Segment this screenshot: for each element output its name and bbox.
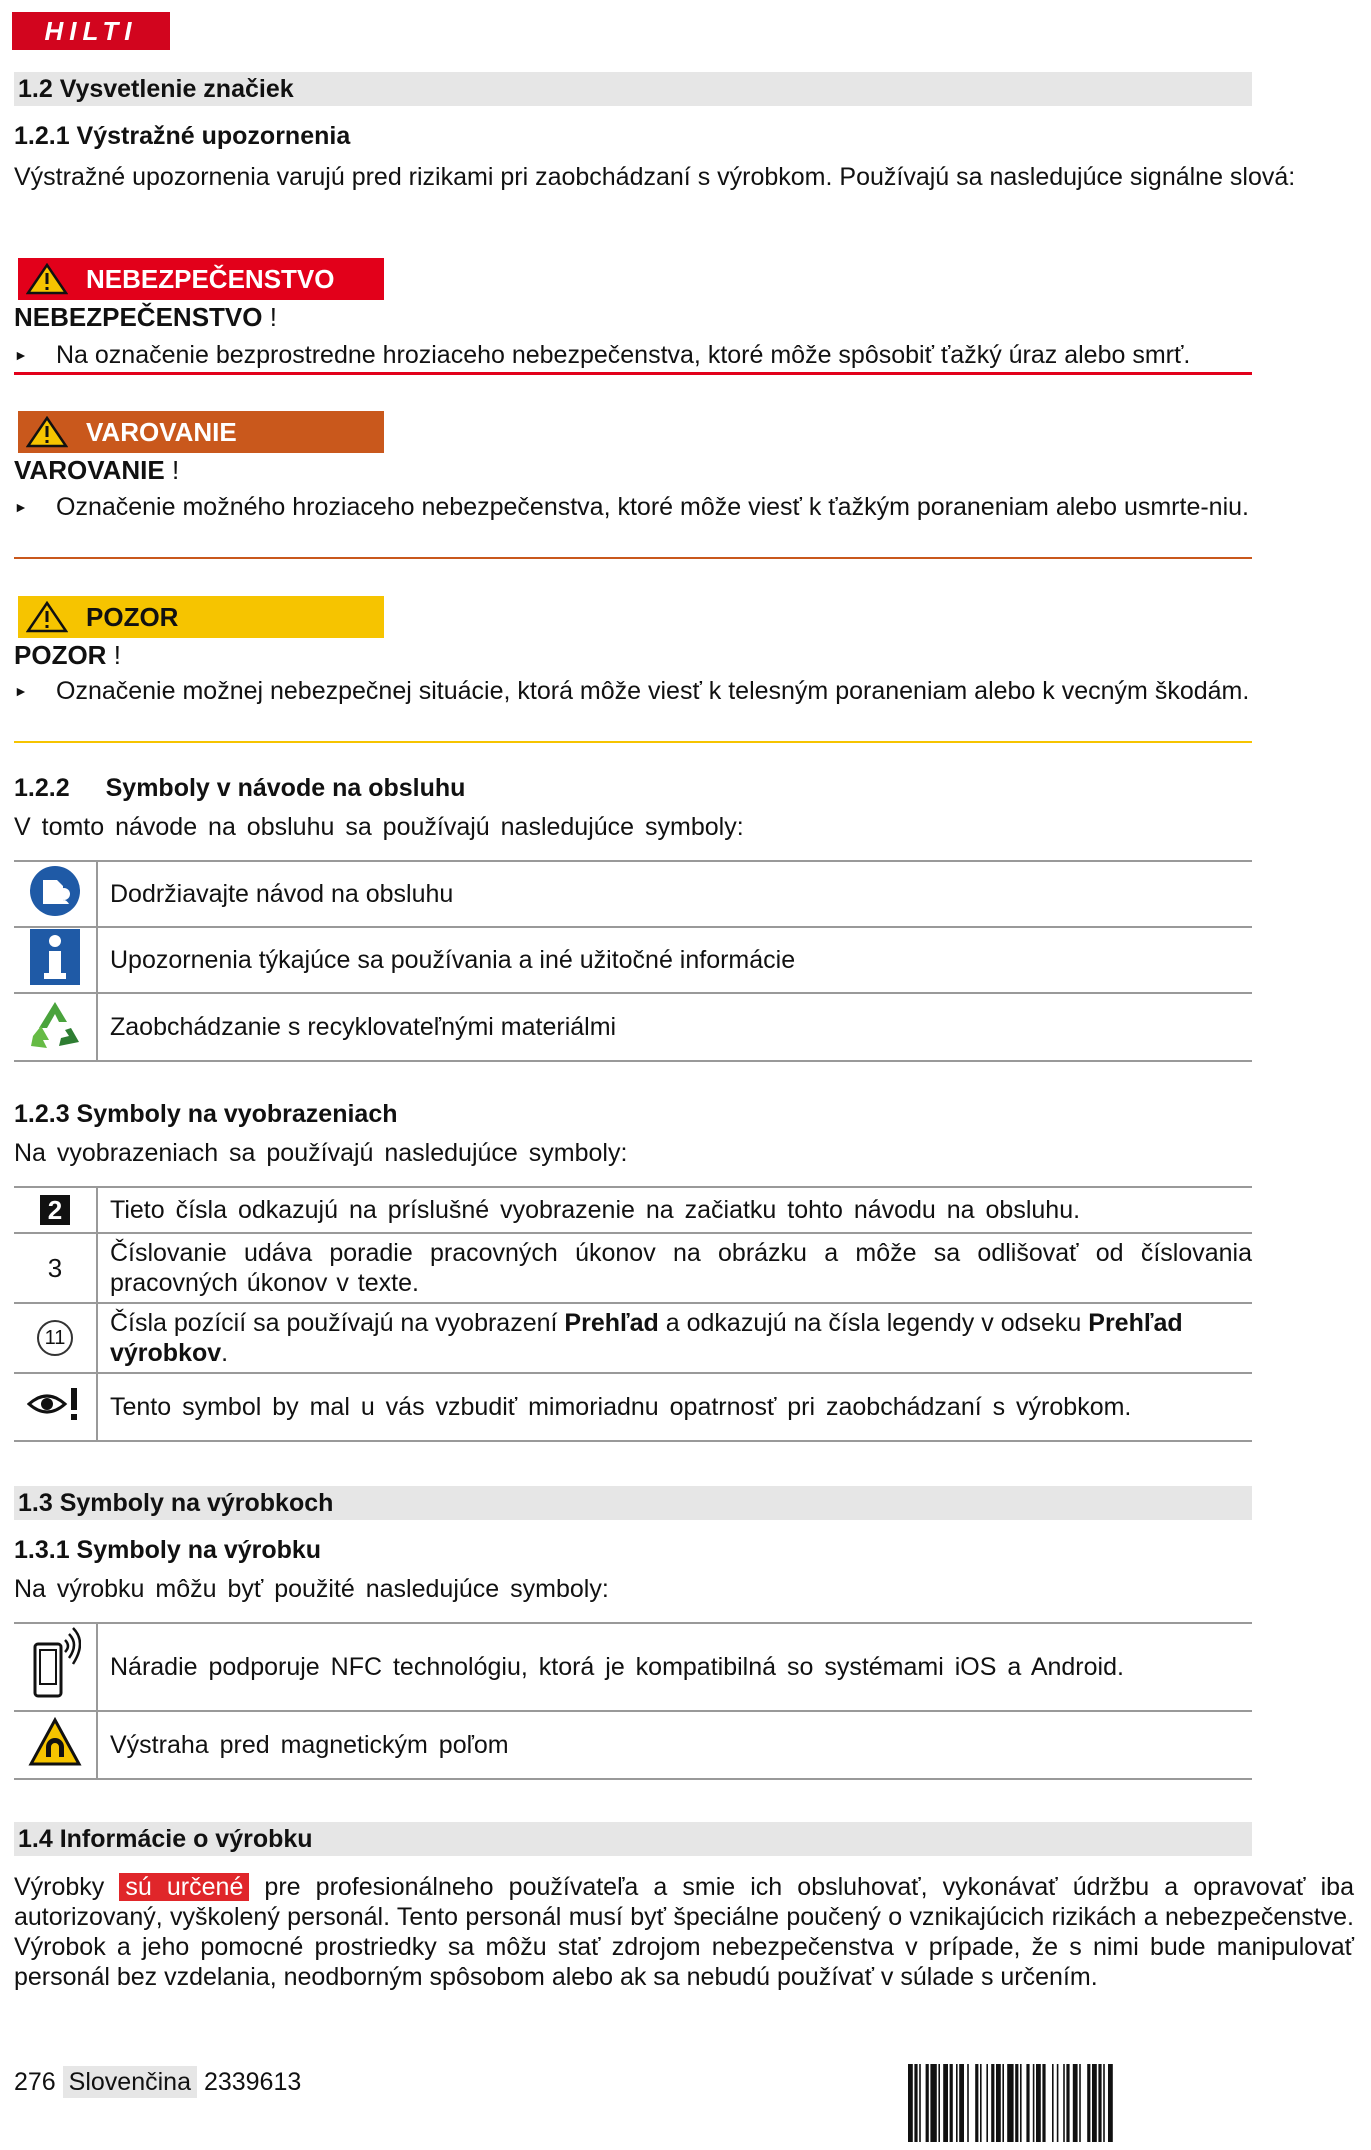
manual-icon — [28, 864, 82, 918]
danger-label-text: NEBEZPEČENSTVO — [86, 263, 335, 294]
section-1-2-title: 1.2 Vysvetlenie značiek — [14, 72, 1252, 106]
barcode-bar — [1092, 2064, 1097, 2142]
barcode-bar — [1036, 2064, 1041, 2142]
symbol-cell — [14, 993, 97, 1061]
barcode-bar — [1066, 2064, 1069, 2142]
barcode-bar — [1103, 2064, 1105, 2142]
section-1-4-text: Výrobky sú určené pre profesionálneho používateľa a smie ich obsluhovať, vykonávať údržbu a opravovať iba autorizovaný, vyškolený personál. Tento personál musí byť špeciálne poučený o vznikajúcich rizikách a nebezpečenstve. Výrobok a jeho pomocné prostriedky sa môžu stať zdrojom nebezpečenstva v prípade, že s nimi bude manipulovať personál bez vzdelania, neodborným spôsobom alebo ak sa nebudú používať v súlade s určením. — [14, 1873, 1354, 1991]
hilti-logo: HILTI — [12, 12, 170, 50]
danger-word: NEBEZPEČENSTVO ! — [14, 302, 277, 332]
barcode-bar — [919, 2064, 921, 2142]
section-1-2-1-title: 1.2.1 Výstražné upozornenia — [14, 122, 351, 150]
figure-number-icon: 2 — [40, 1195, 70, 1225]
barcode-bar — [914, 2064, 917, 2142]
danger-description: ► Na označenie bezprostredne hroziaceho nebezpečenstva, ktoré môže spôsobiť ťažký úraz alebo smrť. — [14, 341, 1191, 369]
figure-symbols-table — [14, 1186, 1252, 1442]
table-row — [14, 1373, 1252, 1441]
info-icon — [30, 929, 80, 985]
table-row — [14, 927, 1252, 993]
barcode-bar — [1002, 2064, 1004, 2142]
manual-symbol-text: Dodržiavajte návod na obsluhu — [97, 861, 1252, 927]
barcode-bar — [1020, 2064, 1022, 2142]
barcode-image — [908, 2064, 1248, 2142]
symbol-cell — [14, 861, 97, 927]
caution-divider — [14, 741, 1252, 743]
symbol-cell — [14, 1303, 97, 1373]
barcode-bar — [980, 2064, 982, 2142]
product-symbols-table — [14, 1622, 1252, 1780]
barcode-bar — [1098, 2064, 1101, 2142]
barcode-bar — [930, 2064, 936, 2142]
step-number-text: Číslovanie udáva poradie pracovných úkonov na obrázku a môže sa odlišovať od číslovania pracovných úkonov v texte. — [97, 1233, 1252, 1303]
recycle-symbol-text: Zaobchádzanie s recyklovateľnými materiálmi — [97, 993, 1252, 1061]
bullet-arrow-icon: ► — [14, 499, 28, 515]
page-footer — [14, 2068, 301, 2097]
table-row — [14, 1303, 1252, 1373]
step-number-glyph: 3 — [47, 1252, 63, 1283]
warning-description: ► Označenie možného hroziaceho nebezpečenstva, ktoré môže viesť k ťažkým poraneniam alebo usmrte-niu. — [14, 493, 1249, 521]
barcode-bar — [1073, 2064, 1078, 2142]
barcode-bar — [1052, 2064, 1054, 2142]
barcode-bar — [908, 2064, 913, 2142]
page-number: 276 — [14, 2068, 56, 2096]
section-1-3-1-title: 1.3.1 Symboly na výrobku — [14, 1536, 322, 1564]
footer-language: Slovenčina — [63, 2066, 197, 2098]
warning-triangle-icon — [26, 263, 68, 295]
barcode-bar — [1087, 2064, 1090, 2142]
danger-signal-label — [18, 258, 384, 300]
barcode-bar — [956, 2064, 958, 2142]
position-number-text: Čísla pozícií sa používajú na vyobrazení Prehľad a odkazujú na čísla legendy v odseku Prehľad výrobkov. — [97, 1303, 1252, 1373]
section-1-2-2-title: 1.2.2 Symboly v návode na obsluhu — [14, 774, 466, 802]
barcode-bar — [926, 2064, 929, 2142]
barcode-bar — [986, 2064, 988, 2142]
section-1-4-title: 1.4 Informácie o výrobku — [14, 1822, 1252, 1856]
barcode-bar — [938, 2064, 940, 2142]
section-1-3-title: 1.3 Symboly na výrobkoch — [14, 1486, 1252, 1520]
barcode-bar — [1108, 2064, 1113, 2142]
caution-label-text: POZOR — [86, 601, 179, 632]
eye-attention-icon — [27, 1386, 83, 1422]
barcode-bar — [1015, 2064, 1018, 2142]
caution-signal-label — [18, 596, 384, 638]
warning-triangle-icon — [26, 416, 68, 448]
barcode-bar — [1026, 2064, 1029, 2142]
attention-symbol-text: Tento symbol by mal u vás vzbudiť mimoriadnu opatrnosť pri zaobchádzaní s výrobkom. — [97, 1373, 1252, 1441]
barcode-bar — [996, 2064, 1001, 2142]
manual-symbols-table — [14, 860, 1252, 1062]
barcode-bar — [967, 2064, 969, 2142]
warning-triangle-icon — [26, 601, 68, 633]
barcode-bar — [1079, 2064, 1081, 2142]
warning-word: VAROVANIE ! — [14, 455, 180, 485]
info-symbol-text: Upozornenia týkajúce sa používania a iné užitočné informácie — [97, 927, 1252, 993]
nfc-phone-icon — [29, 1626, 81, 1702]
section-1-3-1-text: Na výrobku môžu byť použité nasledujúce symboly: — [14, 1575, 609, 1603]
barcode-bar — [991, 2064, 994, 2142]
highlighted-text: sú určené — [119, 1873, 249, 1901]
nfc-symbol-text: Náradie podporuje NFC technológiu, ktorá je kompatibilná so systémami iOS a Android. — [97, 1623, 1252, 1711]
barcode-bar — [1042, 2064, 1045, 2142]
magnetic-symbol-text: Výstraha pred magnetickým poľom — [97, 1711, 1252, 1779]
symbol-cell — [14, 927, 97, 993]
barcode-bar — [943, 2064, 948, 2142]
table-row — [14, 993, 1252, 1061]
caution-description: ► Označenie možnej nebezpečnej situácie, ktorá môže viesť k telesným poraneniam alebo k vecným škodám. — [14, 677, 1250, 705]
symbol-cell — [14, 1187, 97, 1233]
table-row — [14, 1187, 1252, 1233]
warning-signal-label — [18, 411, 384, 453]
symbol-cell — [14, 1233, 97, 1303]
barcode-bar — [1007, 2064, 1013, 2142]
bullet-arrow-icon: ► — [14, 347, 28, 363]
bullet-arrow-icon: ► — [14, 683, 28, 699]
table-row — [14, 861, 1252, 927]
table-row — [14, 1623, 1252, 1711]
symbol-cell — [14, 1623, 97, 1711]
warning-label-text: VAROVANIE — [86, 416, 237, 447]
recycle-icon — [27, 996, 83, 1052]
warning-divider — [14, 557, 1252, 559]
figure-number-text: Tieto čísla odkazujú na príslušné vyobrazenie na začiatku tohto návodu na obsluhu. — [97, 1187, 1252, 1233]
barcode-bar — [1033, 2064, 1035, 2142]
caution-word: POZOR ! — [14, 640, 121, 670]
magnetic-warning-icon — [28, 1717, 82, 1767]
barcode-bar — [1057, 2064, 1059, 2142]
barcode-bar — [1063, 2064, 1065, 2142]
table-row — [14, 1711, 1252, 1779]
section-1-2-2-text: V tomto návode na obsluhu sa používajú nasledujúce symboly: — [14, 813, 744, 841]
symbol-cell — [14, 1373, 97, 1441]
danger-divider — [14, 372, 1252, 375]
document-code: 2339613 — [203, 2068, 302, 2096]
barcode-bar — [959, 2064, 964, 2142]
position-number-icon: 11 — [37, 1320, 73, 1356]
barcode-bar — [975, 2064, 978, 2142]
section-1-2-3-title: 1.2.3 Symboly na vyobrazeniach — [14, 1100, 398, 1128]
table-row — [14, 1233, 1252, 1303]
section-1-2-3-text: Na vyobrazeniach sa používajú nasledujúce symboly: — [14, 1139, 628, 1167]
symbol-cell — [14, 1711, 97, 1779]
section-1-2-1-text: Výstražné upozornenia varujú pred rizikami pri zaobchádzaní s výrobkom. Používajú sa nasledujúce signálne slová: — [14, 163, 1296, 191]
barcode-bar — [950, 2064, 953, 2142]
